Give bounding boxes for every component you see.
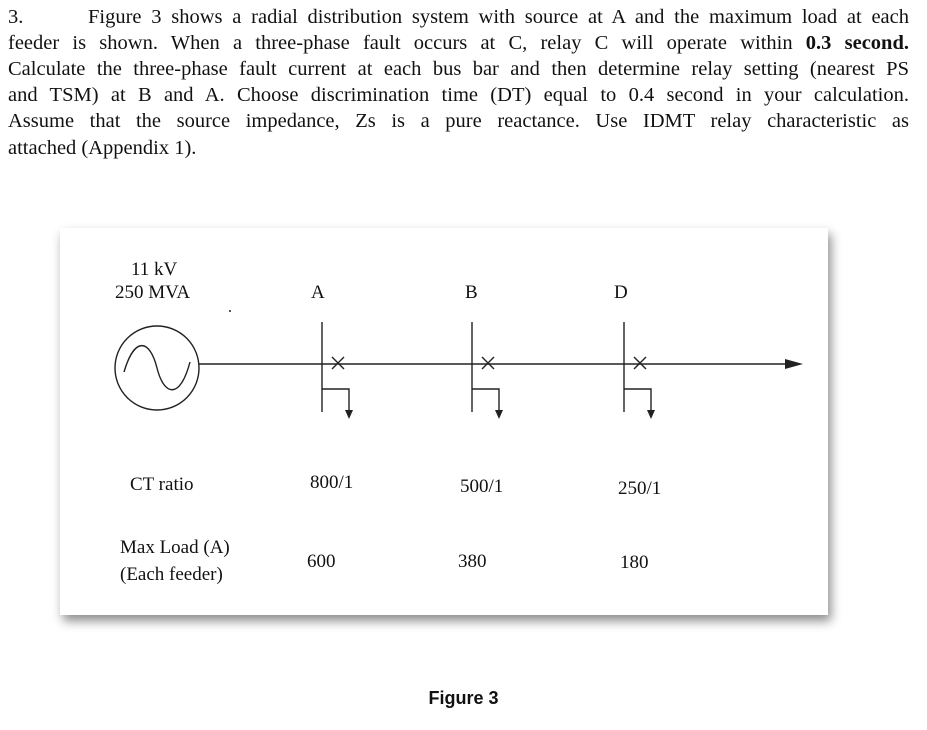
feeder-arrow-icon <box>785 359 803 369</box>
bus-b-label: B <box>465 282 478 303</box>
bus-b <box>472 322 499 412</box>
max-load-label: Max Load (A) <box>120 537 230 558</box>
source-rating: 250 MVA <box>115 282 191 303</box>
source-voltage: 11 kV <box>131 259 178 280</box>
max-load-a: 600 <box>307 551 336 572</box>
breaker-d-icon <box>634 357 646 369</box>
each-feeder-label: (Each feeder) <box>120 564 223 585</box>
breaker-b-icon <box>482 357 494 369</box>
load-b-arrow-icon <box>495 410 503 419</box>
load-d-arrow-icon <box>647 410 655 419</box>
ct-ratio-a: 800/1 <box>310 472 354 493</box>
question-line-3: Calculate the three-phase fault current at each bus bar and then determine relay setting (nearest PS <box>8 58 909 80</box>
bus-a-label: A <box>311 282 325 303</box>
ct-ratio-d: 250/1 <box>618 478 662 499</box>
question-number: 3. <box>8 6 24 28</box>
operate-time: 0.3 second <box>805 32 904 54</box>
question-line-6: attached (Appendix 1). <box>8 137 197 159</box>
sine-wave-icon <box>124 346 190 390</box>
question-line-4: and TSM) at B and A. Choose discrimination time (DT) equal to 0.4 second in your calculation. <box>8 84 909 106</box>
load-a-arrow-icon <box>345 410 353 419</box>
max-load-b: 380 <box>458 551 487 572</box>
question-line-1: 3. Figure 3 shows a radial distribution system with source at A and the maximum load at each <box>8 6 909 28</box>
breaker-a-icon <box>332 357 344 369</box>
ct-ratio-b: 500/1 <box>460 476 504 497</box>
bus-d <box>624 322 651 412</box>
bus-a <box>322 322 349 412</box>
figure-caption: Figure 3 <box>428 688 499 708</box>
question-line-2: feeder is shown. When a three-phase fault occurs at C, relay C will operate within 0.3 second. <box>8 32 909 54</box>
ct-ratio-label: CT ratio <box>130 474 194 495</box>
max-load-d: 180 <box>620 552 649 573</box>
bus-d-label: D <box>614 282 628 303</box>
question-line-5: Assume that the source impedance, Zs is a pure reactance. Use IDMT relay characteristic as <box>8 110 909 132</box>
